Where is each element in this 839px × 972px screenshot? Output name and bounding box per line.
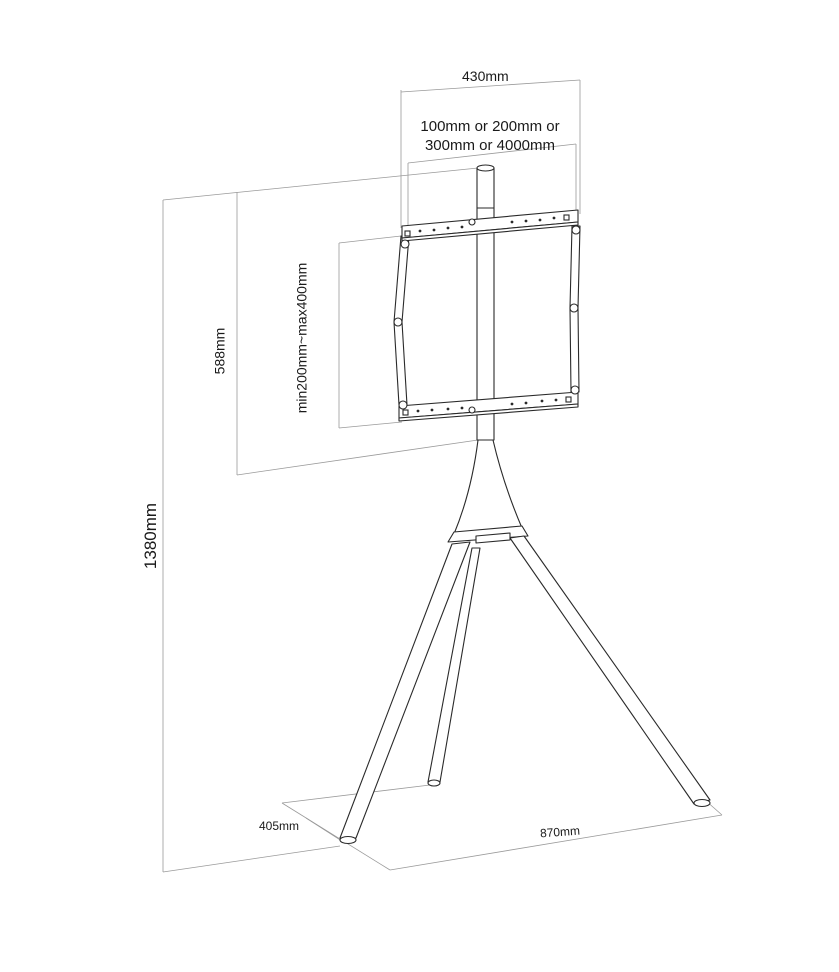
front-right-leg xyxy=(510,536,710,804)
guide-1380-bottom xyxy=(163,846,340,872)
hole xyxy=(447,227,450,230)
hole xyxy=(431,409,434,412)
hole xyxy=(525,220,528,223)
guide-1380-top xyxy=(163,168,478,200)
column-top-cap xyxy=(477,165,494,171)
vesa-line-1: 100mm or 200mm or xyxy=(420,118,560,135)
hole xyxy=(417,410,420,413)
hole xyxy=(525,402,528,405)
square-slot xyxy=(405,231,410,236)
hole xyxy=(555,399,558,402)
hole xyxy=(511,403,514,406)
dimension-588-label: 588mm xyxy=(211,327,228,375)
joint-knob xyxy=(394,318,402,326)
guide-minmax-top xyxy=(339,235,410,243)
joint-knob xyxy=(401,240,409,248)
dimension-vesa-label xyxy=(405,117,575,155)
back-leg-foot xyxy=(428,780,440,786)
joint-knob xyxy=(571,386,579,394)
guide-minmax-bottom xyxy=(339,422,402,428)
hole xyxy=(419,230,422,233)
guide-405 xyxy=(306,818,345,843)
vesa-line-2: 300mm or 4000mm xyxy=(424,137,556,154)
guide-588-bottom xyxy=(237,440,478,475)
front-left-foot xyxy=(340,837,356,844)
dimension-430-label: 430mm xyxy=(462,68,509,84)
front-right-foot xyxy=(694,800,710,807)
hole xyxy=(461,407,464,410)
square-slot xyxy=(566,397,571,402)
hole xyxy=(541,400,544,403)
dimension-405-label: 405mm xyxy=(259,819,300,833)
hole xyxy=(461,226,464,229)
hole xyxy=(553,217,556,220)
hole xyxy=(539,219,542,222)
joint-knob xyxy=(570,304,578,312)
hole xyxy=(511,221,514,224)
hole xyxy=(433,229,436,232)
square-slot xyxy=(403,410,408,415)
hole xyxy=(447,408,450,411)
stand xyxy=(340,165,710,844)
joint-knob xyxy=(399,401,407,409)
guide-base-left xyxy=(282,803,390,870)
bolt xyxy=(469,219,475,225)
dimension-1380-label: 1380mm xyxy=(141,502,161,570)
joint-knob xyxy=(572,226,580,234)
bolt xyxy=(469,407,475,413)
hub-cone xyxy=(454,440,522,534)
guide-base-front xyxy=(390,815,722,870)
square-slot xyxy=(564,215,569,220)
dimension-870-label: 870mm xyxy=(539,823,581,841)
dimension-vesa-vertical-label: min200mm~max400mm xyxy=(293,262,310,414)
